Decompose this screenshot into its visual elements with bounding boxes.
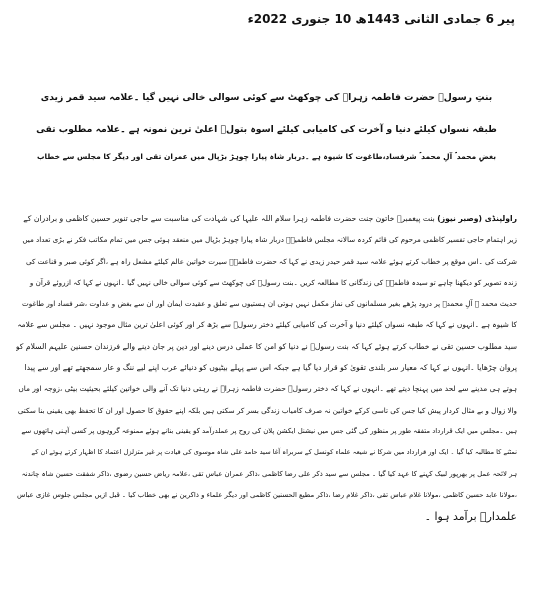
article-line: زندہ تصویر کو دیکھنا چاہے تو سیدہ فاطمہؑ کی زندگانی کا مطالعہ کریں ۔بنت رسولؐ کی چوکھٹ سے کوئی سوالی خالی نہیں گیا ۔انہوں نے کہا کہ ازروئے قرآن و (29, 277, 517, 287)
article-line: والا زوال و بے مثال کردار پیش کیا جس کی تاسی کرکے خواتین نہ صرف کامیاب زندگی بسر کر سکتی ہیں بلکہ اپنے حقوق کا حصول اور ان کا تحفظ بھی یقینی بنا سکتی (17, 405, 517, 415)
article-line: شرکت کی ۔اس موقع پر خطاب کرتے ہوئے علامہ سید قمر حیدر زیدی نے کہا کہ حضرت فاطمہؑ سیرت خواتین عالم کیلئے مشعل راہ ہے ،اگر کوئی صبر و قناعت کی (26, 256, 517, 266)
article-line: کا شیوہ ہے ۔انہوں نے کہا کہ طبقہ نسواں کیلئے دنیا و آخرت کی کامیابی کیلئے دختر رسولؐ سے بڑھ کر اور کوئی اعلیٰ ترین مثال موجود نہیں ۔ مجلس سے علامہ (17, 320, 517, 330)
headline-main: بنتِ رسولؐ حضرت فاطمہ زہراؑ کی چوکھٹ سے کوئی سوالی خالی نہیں گیا ۔علامہ سید قمر زیدی (40, 92, 493, 103)
article-line: ہوتے ہی مدینے سے لحد میں پہنچا دیتے تھے ۔انہوں نے کہا کہ دختر رسولؐ حضرت فاطمہ زہراؑ نے رہتی دنیا تک آنے والی خواتین کیلئے بحیثیت بیٹی ،زوجہ اور ماں (18, 384, 517, 394)
article-line: علمدارؑ برآمد ہوا ۔ (424, 510, 517, 524)
article-line: سید مطلوب حسین تقی نے خطاب کرتے ہوئے کہا کہ بنت رسولؐ نے دنیا کو امن کا عملی درس دینے اور دین پر جان دینے والے فرزندان حسنین علیہم السلام کو (16, 341, 517, 351)
article-body (16, 208, 517, 527)
issue-dateline: پیر 6 جمادی الثانی 1443ھ 10 جنوری 2022ء (247, 12, 515, 26)
article-line: نمٹنے کا مطالبہ کیا گیا ۔ ایک اور قرارداد میں شرکا نے شیعہ علماء کونسل کے سربراہ آغا سید حامد علی شاہ موسوی کی قیادت پر غیر متزلزل اعتماد کا اظہار کرتے ہوئے ان کے (31, 448, 517, 457)
article-line: زیر اہتمام حاجی تفسیر کاظمی مرحوم کی قائم کردہ سالانہ مجلس فاطمیہؑ دربار شاہ پیارا چوہڑ بڑپال میں منعقد ہوئی جس میں تمام مکاتب فکر نے بڑی تعداد میں (22, 235, 517, 245)
article-line: حدیث محمد ؐ آلِ محمدؐ پر درود پڑھے بغیر مسلمانوں کی نماز مکمل نہیں ہوتی ان ہستیوں سے تعلق و عقیدت ایمان اور ان سے بغض و عداوت ،شر فساد اور طاغوت (22, 299, 517, 309)
article-line: ہر لائحہ عمل پر بھرپور لبیک کہنے کا عہد کیا گیا ۔ مجلس سے سید ذکر علی رضا کاظمی ،ذاکر عمران عباس تقی ،علامہ ریاض حسین رضوی ،ذاکر شفقت حسین شاہ چاندنہ (21, 469, 517, 478)
article-line: پروان چڑھایا ۔انہوں نے کہا کہ معیار سر بلندی تقویٰ کو قرار دیا گیا ہے جبکہ اس سے پہلے بیٹیوں کو دنیائے عرب اپنے لیے ننگ و عار سمجھتے تھے اور سے پیدا (24, 363, 517, 373)
article-line: راولپنڈی (وصبر نیوز) بنت پیغمبرؐ خاتون جنت حضرت فاطمہ زہرا سلام اللہ علیہا کی شہادت کی مناسبت سے حاجی تنویر حسین کاظمی و برادران کے (23, 214, 517, 223)
headline-secondary: طبقہ نسواں کیلئے دنیا و آخرت کی کامیابی کیلئے اسوہ بتولؑ اعلیٰ ترین نمونہ ہے ۔علامہ مطلوب تقی (36, 124, 497, 135)
article-line: ہیں ۔مجلس میں ایک قرارداد متفقہ طور پر منظور کی گئی جس میں نیشنل ایکشن پلان کی روح پر عملدرآمد کو یقینی بنانے ہوئے ممنوعہ گروہوں پر کسی آہنی ہاتھوں سے (21, 426, 517, 435)
article-line: ،مولانا عابد حسین کاظمی ،مولانا غلام عباس تقی ،ذاکر غلام رضا ،ذاکر مطیع الحسنین کاظمی اور دیگر علماء و ذاکرین نے بھی خطاب کیا ۔ قبل ازیں مجلس جلوس غازی عباس (16, 490, 517, 499)
article-dateline: راولپنڈی (وصبر نیوز) (437, 214, 517, 223)
headline-subline: بغضِ محمد ؐ آلِ محمد ؐ شرفساد،طاغوت کا شیوہ ہے ۔دربار شاہ پیارا چوہڑ بڑپال میں عمران تقی اور دیگر کا مجلس سے خطاب (36, 152, 497, 161)
